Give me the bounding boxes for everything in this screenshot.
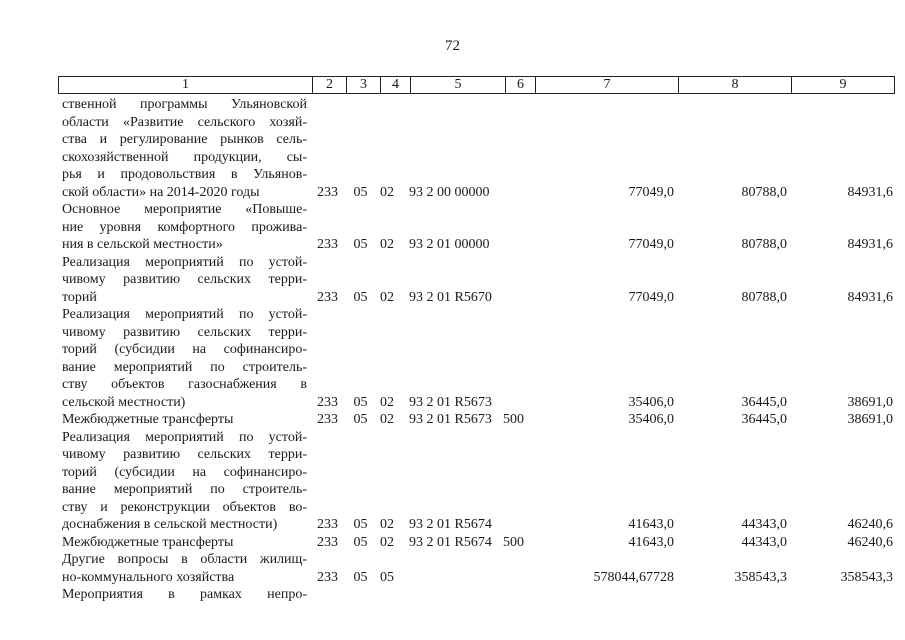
description-line: Реализация мероприятий по устой-	[62, 307, 307, 322]
row-description	[58, 534, 311, 552]
amount-year-3	[791, 586, 897, 604]
section-code: 05	[353, 394, 368, 410]
description-line: доснабжения в сельской местности)	[62, 517, 278, 532]
ministry-code: 233	[317, 289, 338, 305]
table-row	[58, 429, 897, 534]
table-row	[58, 254, 897, 307]
target-article-code	[409, 551, 503, 586]
expense-type-code: 500	[503, 534, 524, 550]
header-col-1: 1	[59, 77, 313, 94]
description-line: торий	[62, 289, 97, 305]
target-article-code: 93 2 01 R5674	[409, 534, 492, 550]
budget-table	[58, 96, 897, 604]
header-col-3: 3	[347, 77, 381, 94]
table-row	[58, 306, 897, 411]
table-row	[58, 586, 897, 604]
amount-year-1: 77049,0	[628, 237, 674, 252]
expense-type-code	[503, 551, 532, 586]
amount-year-3: 84931,6	[847, 289, 893, 305]
description-line: ству объектов газоснабжения в	[62, 377, 307, 392]
amount-year-2: 44343,0	[741, 517, 787, 532]
amount-year-2: 36445,0	[741, 412, 787, 427]
subsection-code: 02	[380, 412, 394, 427]
description-line: области «Развитие сельского хозяй-	[62, 114, 307, 130]
header-col-2: 2	[313, 77, 347, 94]
description-line: ственной программы Ульяновской	[62, 97, 307, 112]
description-line: торий (субсидии на софинансиро-	[62, 342, 307, 357]
target-article-code: 93 2 01 00000	[409, 237, 490, 252]
header-col-8: 8	[679, 77, 792, 94]
description-line: но-коммунального хозяйства	[62, 569, 235, 585]
subsection-code	[377, 586, 409, 604]
amount-year-2	[675, 586, 791, 604]
amount-year-1: 35406,0	[628, 394, 674, 410]
description-line: Межбюджетные трансферты	[62, 412, 234, 427]
amount-year-3: 84931,6	[847, 184, 893, 200]
description-line: ству и реконструкции объектов во-	[62, 499, 307, 515]
amount-year-2: 80788,0	[741, 184, 787, 200]
section-code: 05	[353, 184, 368, 200]
table-row	[58, 551, 897, 586]
description-line: Реализация мероприятий по устой-	[62, 429, 307, 445]
expense-type-code	[503, 429, 532, 534]
row-description	[58, 586, 311, 604]
header-col-4: 4	[381, 77, 411, 94]
subsection-code: 02	[380, 289, 394, 305]
header-col-9: 9	[792, 77, 895, 94]
row-description	[58, 201, 311, 254]
description-line: ние уровня комфортного прожива-	[62, 219, 307, 235]
ministry-code: 233	[317, 534, 338, 550]
ministry-code	[311, 586, 344, 604]
description-line: торий (субсидии на софинансиро-	[62, 464, 307, 480]
amount-year-1: 77049,0	[628, 184, 674, 200]
description-line: сельской местности)	[62, 394, 186, 410]
amount-year-3: 46240,6	[847, 534, 893, 550]
expense-type-code	[503, 201, 532, 254]
amount-year-3: 84931,6	[847, 237, 893, 252]
description-line: Другие вопросы в области жилищ-	[62, 552, 307, 567]
amount-year-1: 41643,0	[628, 517, 674, 532]
description-line: Межбюджетные трансферты	[62, 534, 234, 550]
description-line: Реализация мероприятий по устой-	[62, 254, 307, 270]
description-line: ния в сельской местности»	[62, 237, 223, 252]
ministry-code: 233	[317, 412, 338, 427]
description-line: чивому развитию сельских терри-	[62, 324, 307, 340]
header-col-6: 6	[506, 77, 536, 94]
row-description	[58, 551, 311, 586]
section-code: 05	[353, 237, 368, 252]
description-line: чивому развитию сельских терри-	[62, 447, 307, 462]
section-code: 05	[353, 534, 368, 550]
row-description	[58, 254, 311, 307]
expense-type-code	[503, 306, 532, 411]
table-row	[58, 201, 897, 254]
amount-year-2: 44343,0	[741, 534, 787, 550]
expense-type-code	[503, 586, 532, 604]
target-article-code: 93 2 00 00000	[409, 184, 490, 200]
subsection-code: 02	[380, 534, 394, 550]
amount-year-2: 80788,0	[741, 237, 787, 252]
page-number: 72	[445, 38, 460, 54]
description-line: вание мероприятий по строитель-	[62, 482, 307, 497]
target-article-code: 93 2 01 R5673	[409, 412, 492, 427]
ministry-code: 233	[317, 237, 338, 252]
subsection-code: 02	[380, 237, 394, 252]
target-article-code: 93 2 01 R5673	[409, 394, 492, 410]
row-description	[58, 429, 311, 534]
amount-year-3: 358543,3	[840, 569, 893, 585]
subsection-code: 05	[380, 569, 394, 585]
header-col-5: 5	[411, 77, 506, 94]
description-line: ства и регулирование рынков сель-	[62, 132, 307, 147]
subsection-code: 02	[380, 517, 394, 532]
expense-type-code: 500	[503, 412, 524, 427]
expense-type-code	[503, 96, 532, 201]
amount-year-2: 358543,3	[734, 569, 787, 585]
table-header	[58, 76, 895, 94]
description-line: ской области» на 2014-2020 годы	[62, 184, 260, 200]
ministry-code: 233	[317, 394, 338, 410]
amount-year-3: 38691,0	[847, 412, 893, 427]
section-code: 05	[353, 412, 368, 427]
section-code	[344, 586, 377, 604]
amount-year-3: 38691,0	[847, 394, 893, 410]
table-row	[58, 534, 897, 552]
description-line: чивому развитию сельских терри-	[62, 272, 307, 287]
description-line: рья и продовольствия в Ульянов-	[62, 167, 307, 182]
target-article-code: 93 2 01 R5674	[409, 517, 492, 532]
section-code: 05	[353, 289, 368, 305]
row-description	[58, 411, 311, 429]
amount-year-2: 36445,0	[741, 394, 787, 410]
target-article-code: 93 2 01 R5670	[409, 289, 492, 305]
table-row	[58, 411, 897, 429]
amount-year-2: 80788,0	[741, 289, 787, 305]
ministry-code: 233	[317, 569, 338, 585]
section-code: 05	[353, 569, 368, 585]
subsection-code: 02	[380, 184, 394, 200]
amount-year-1: 35406,0	[628, 412, 674, 427]
description-line: Мероприятия в рамках непро-	[62, 587, 307, 602]
amount-year-3: 46240,6	[847, 517, 893, 532]
row-description	[58, 306, 311, 411]
row-description	[58, 96, 311, 201]
section-code: 05	[353, 517, 368, 532]
ministry-code: 233	[317, 184, 338, 200]
amount-year-1: 77049,0	[628, 289, 674, 305]
amount-year-1: 41643,0	[628, 534, 674, 550]
subsection-code: 02	[380, 394, 394, 410]
header-col-7: 7	[536, 77, 679, 94]
expense-type-code	[503, 254, 532, 307]
ministry-code: 233	[317, 517, 338, 532]
description-line: Основное мероприятие «Повыше-	[62, 202, 307, 217]
description-line: вание мероприятий по строитель-	[62, 359, 307, 375]
table-row	[58, 96, 897, 201]
amount-year-1: 578044,67728	[593, 569, 674, 585]
description-line: скохозяйственной продукции, сы-	[62, 149, 307, 165]
target-article-code	[409, 586, 503, 604]
amount-year-1	[532, 586, 675, 604]
